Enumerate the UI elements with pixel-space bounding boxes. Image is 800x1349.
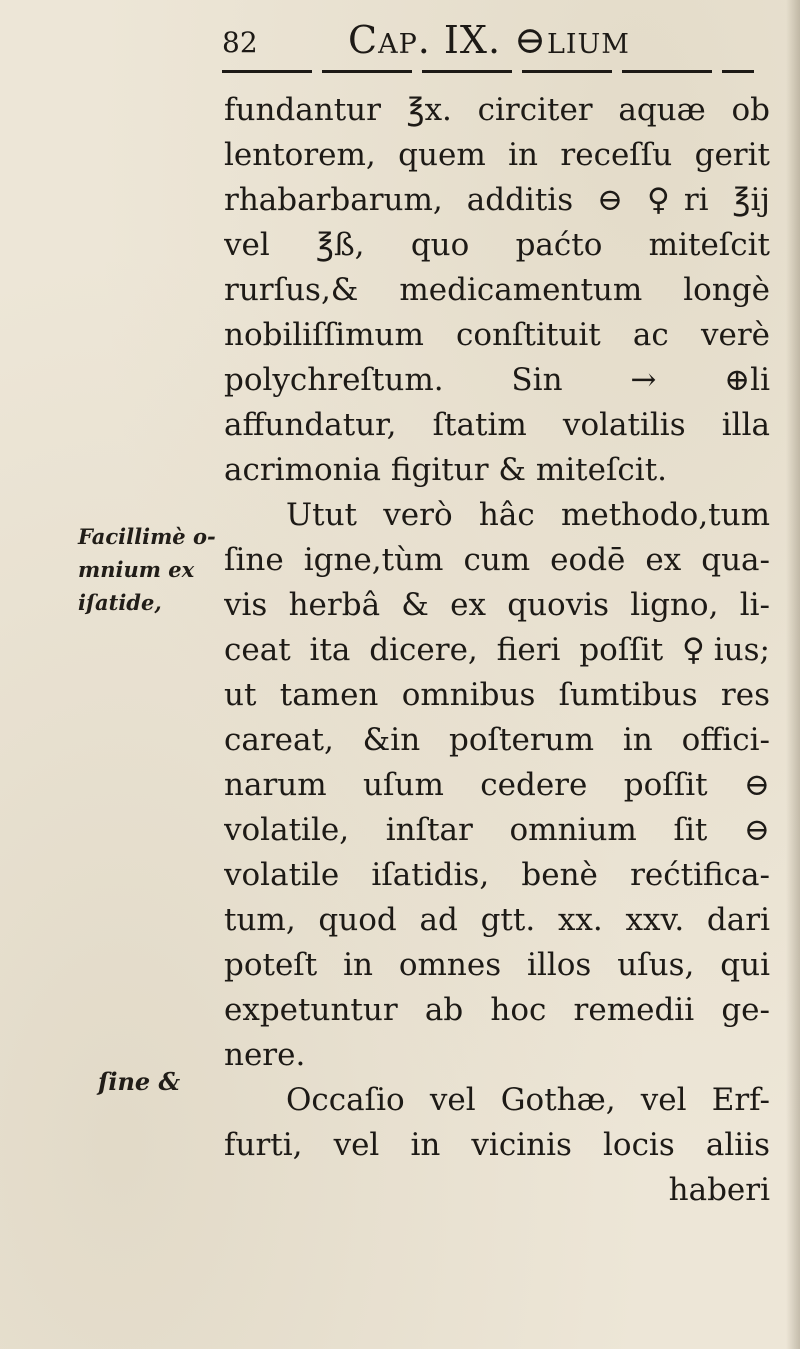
text-line: furti, vel in vicinis locis aliis <box>224 1127 770 1163</box>
text-line: nobiliſſimum conſtituit ac verè <box>224 317 770 353</box>
text-line: ut tamen omnibus ſumtibus res <box>224 677 770 713</box>
text-line: ſine igne,tùm cum eodē ex qua- <box>224 542 770 578</box>
text-line: nere. <box>224 1037 306 1073</box>
text-line: lentorem, quem in receſſu gerit <box>224 137 770 173</box>
marginal-note <box>78 520 216 619</box>
marginal-note-line: iſatide, <box>78 590 162 615</box>
text-line: affundatur, ſtatim volatilis illa <box>224 407 770 443</box>
text-line: volatile iſatidis, benè rećtifica- <box>224 857 770 893</box>
page-header <box>222 14 762 70</box>
text-line: vel ℥ß, quo paćto miteſcit <box>224 227 770 263</box>
text-line: poteſt in omnes illos uſus, qui <box>224 947 770 983</box>
text-line: expetuntur ab hoc remedii ge- <box>224 992 770 1028</box>
text-line: tum, quod ad gtt. xx. xxv. dari <box>224 902 770 938</box>
text-line: careat, &in poſterum in offici- <box>224 722 770 758</box>
marginal-note-line: mnium ex <box>78 557 195 582</box>
page-number: 82 <box>222 26 258 59</box>
catchword: haberi <box>668 1172 770 1208</box>
body-text <box>224 88 770 1213</box>
text-line: narum uſum cedere poſſit ⊖ <box>224 767 770 803</box>
text-line: rhabarbarum, additis ⊖ ♀ri ℥ij <box>224 182 770 218</box>
text-line: fundantur ℥x. circiter aquæ ob <box>224 92 770 128</box>
marginal-note-line: Facillimè o- <box>78 524 216 549</box>
paragraph-start-line: Occaſio vel Gothæ, vel Erf- <box>286 1082 770 1118</box>
header-rule <box>222 70 754 73</box>
marginal-note-line: ſine & <box>98 1067 181 1096</box>
text-line: ceat ita dicere, fieri poſſit ♀ius; <box>224 632 770 668</box>
running-title: Cap. IX. ⊖lium <box>348 18 630 62</box>
text-line: rurſus,& medicamentum longè <box>224 272 770 308</box>
paragraph-start-line: Utut verò hâc methodo,tum <box>286 497 770 533</box>
marginal-note <box>98 1065 180 1098</box>
page-edge-shadow <box>786 0 800 1349</box>
text-line: vis herbâ & ex quovis ligno, li- <box>224 587 770 623</box>
text-line: polychreſtum. Sin → ⊕li <box>224 362 770 398</box>
text-line: volatile, inſtar omnium ſit ⊖ <box>224 812 770 848</box>
text-line: acrimonia figitur & miteſcit. <box>224 452 668 488</box>
